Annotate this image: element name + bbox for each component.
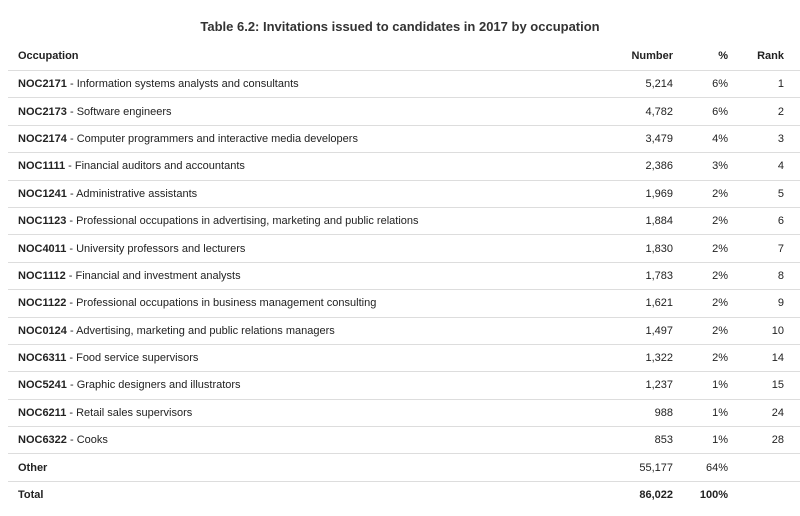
number-cell: 5,214 bbox=[594, 71, 681, 98]
number-cell: 1,322 bbox=[594, 344, 681, 371]
occupation-cell: NOC1122 - Professional occupations in business management consulting bbox=[8, 290, 594, 317]
other-percent: 64% bbox=[681, 454, 734, 481]
occupation-code: NOC1111 bbox=[18, 160, 66, 173]
table-row bbox=[8, 427, 800, 454]
occupation-description: Professional occupations in business management consulting bbox=[76, 297, 377, 310]
occupation-description: Computer programmers and interactive media developers bbox=[76, 132, 358, 145]
table-row bbox=[8, 344, 800, 371]
percent-cell: 2% bbox=[681, 344, 734, 371]
other-number: 55,177 bbox=[594, 454, 681, 481]
table-row bbox=[8, 207, 800, 234]
occupation-cell: NOC6211 - Retail sales supervisors bbox=[8, 399, 594, 426]
rank-cell: 28 bbox=[734, 427, 800, 454]
occupation-cell: NOC1123 - Professional occupations in advertising, marketing and public relations bbox=[8, 207, 594, 234]
number-cell: 1,830 bbox=[594, 235, 681, 262]
percent-cell: 2% bbox=[681, 262, 734, 289]
total-label: Total bbox=[18, 489, 44, 502]
occupation-description: Software engineers bbox=[76, 105, 172, 118]
number-cell: 1,969 bbox=[594, 180, 681, 207]
rank-cell: 3 bbox=[734, 125, 800, 152]
rank-cell: 6 bbox=[734, 207, 800, 234]
occupation-code: NOC1123 bbox=[18, 215, 67, 228]
table-row bbox=[8, 153, 800, 180]
other-row bbox=[8, 454, 800, 481]
table-row bbox=[8, 262, 800, 289]
percent-cell: 4% bbox=[681, 125, 734, 152]
column-header-number: Number bbox=[594, 42, 681, 71]
occupation-code: NOC6311 bbox=[18, 352, 67, 365]
column-header-percent: % bbox=[681, 42, 734, 71]
rank-cell: 14 bbox=[734, 344, 800, 371]
table-row bbox=[8, 317, 800, 344]
other-rank bbox=[734, 454, 800, 481]
rank-cell: 8 bbox=[734, 262, 800, 289]
occupation-code: NOC1112 bbox=[18, 269, 66, 282]
table-body bbox=[8, 71, 800, 509]
number-cell: 3,479 bbox=[594, 125, 681, 152]
percent-cell: 1% bbox=[681, 427, 734, 454]
occupation-description: Cooks bbox=[76, 434, 108, 447]
occupation-code: NOC2174 bbox=[18, 132, 67, 145]
table-row bbox=[8, 399, 800, 426]
occupation-code: NOC5241 bbox=[18, 379, 67, 392]
occupation-cell: NOC4011 - University professors and lecturers bbox=[8, 235, 594, 262]
occupation-description: Food service supervisors bbox=[76, 352, 199, 365]
percent-cell: 1% bbox=[681, 399, 734, 426]
percent-cell: 2% bbox=[681, 290, 734, 317]
occupation-cell: NOC1241 - Administrative assistants bbox=[8, 180, 594, 207]
table-row bbox=[8, 180, 800, 207]
other-label: Other bbox=[8, 454, 594, 481]
occupation-description: Financial and investment analysts bbox=[75, 269, 241, 282]
number-cell: 1,237 bbox=[594, 372, 681, 399]
occupation-description: Information systems analysts and consultants bbox=[76, 78, 299, 91]
occupation-cell: NOC1112 - Financial and investment analysts bbox=[8, 262, 594, 289]
total-number: 86,022 bbox=[639, 489, 673, 502]
table-row bbox=[8, 290, 800, 317]
header-row bbox=[8, 42, 800, 71]
occupation-description: Retail sales supervisors bbox=[76, 406, 193, 419]
percent-cell: 3% bbox=[681, 153, 734, 180]
number-cell: 988 bbox=[594, 399, 681, 426]
occupation-description: Professional occupations in advertising, marketing and public relations bbox=[76, 215, 419, 228]
occupation-cell: NOC2171 - Information systems analysts and consultants bbox=[8, 71, 594, 98]
occupation-cell: NOC6311 - Food service supervisors bbox=[8, 344, 594, 371]
occupation-description: Advertising, marketing and public relations managers bbox=[76, 324, 335, 337]
rank-cell: 24 bbox=[734, 399, 800, 426]
occupation-code: NOC4011 bbox=[18, 242, 67, 255]
percent-cell: 2% bbox=[681, 235, 734, 262]
occupation-description: University professors and lecturers bbox=[76, 242, 246, 255]
number-cell: 1,884 bbox=[594, 207, 681, 234]
occupation-code: NOC6322 bbox=[18, 434, 67, 447]
number-cell: 1,497 bbox=[594, 317, 681, 344]
percent-cell: 2% bbox=[681, 207, 734, 234]
occupation-description: Graphic designers and illustrators bbox=[76, 379, 241, 392]
occupation-cell: NOC1111 - Financial auditors and accountants bbox=[8, 153, 594, 180]
occupation-cell: NOC2173 - Software engineers bbox=[8, 98, 594, 125]
occupation-cell: NOC2174 - Computer programmers and interactive media developers bbox=[8, 125, 594, 152]
number-cell: 1,783 bbox=[594, 262, 681, 289]
occupation-code: NOC0124 bbox=[18, 324, 67, 337]
table-title: Table 6.2: Invitations issued to candidates in 2017 by occupation bbox=[200, 19, 600, 34]
occupation-description: Financial auditors and accountants bbox=[74, 160, 245, 173]
number-cell: 1,621 bbox=[594, 290, 681, 317]
occupation-description: Administrative assistants bbox=[76, 187, 198, 200]
percent-cell: 6% bbox=[681, 71, 734, 98]
table-row bbox=[8, 125, 800, 152]
percent-cell: 2% bbox=[681, 317, 734, 344]
number-cell: 2,386 bbox=[594, 153, 681, 180]
occupation-code: NOC1241 bbox=[18, 187, 67, 200]
rank-cell: 7 bbox=[734, 235, 800, 262]
rank-cell: 2 bbox=[734, 98, 800, 125]
column-header-occupation: Occupation bbox=[8, 42, 594, 71]
occupation-code: NOC2173 bbox=[18, 105, 67, 118]
occupation-cell: NOC0124 - Advertising, marketing and public relations managers bbox=[8, 317, 594, 344]
occupation-code: NOC6211 bbox=[18, 406, 67, 419]
rank-cell: 1 bbox=[734, 71, 800, 98]
percent-cell: 6% bbox=[681, 98, 734, 125]
rank-cell: 15 bbox=[734, 372, 800, 399]
table-row bbox=[8, 98, 800, 125]
rank-cell: 5 bbox=[734, 180, 800, 207]
table-header bbox=[8, 42, 800, 71]
occupation-code: NOC2171 bbox=[18, 78, 67, 91]
percent-cell: 1% bbox=[681, 372, 734, 399]
occupation-cell: NOC6322 - Cooks bbox=[8, 427, 594, 454]
total-row bbox=[8, 481, 800, 508]
total-rank bbox=[734, 481, 800, 508]
percent-cell: 2% bbox=[681, 180, 734, 207]
table-row bbox=[8, 372, 800, 399]
table-row bbox=[8, 235, 800, 262]
number-cell: 853 bbox=[594, 427, 681, 454]
occupation-cell: NOC5241 - Graphic designers and illustrators bbox=[8, 372, 594, 399]
total-percent: 100% bbox=[699, 489, 728, 502]
rank-cell: 10 bbox=[734, 317, 800, 344]
number-cell: 4,782 bbox=[594, 98, 681, 125]
table-row bbox=[8, 71, 800, 98]
invitations-table bbox=[8, 42, 800, 508]
rank-cell: 9 bbox=[734, 290, 800, 317]
column-header-rank: Rank bbox=[734, 42, 800, 71]
rank-cell: 4 bbox=[734, 153, 800, 180]
occupation-code: NOC1122 bbox=[18, 297, 67, 310]
